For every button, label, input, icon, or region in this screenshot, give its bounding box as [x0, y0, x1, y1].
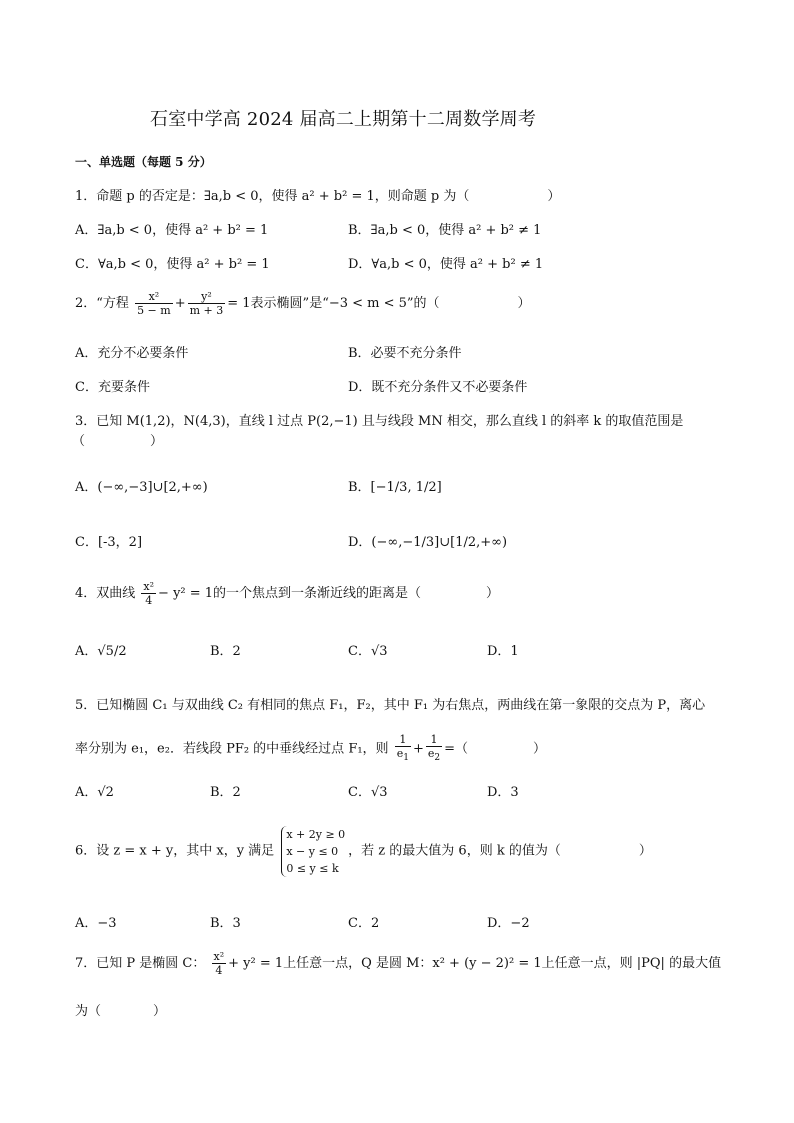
question-3-option-d: D．(−∞,−1/3]∪[1/2,+∞) — [348, 535, 508, 550]
question-5-stem-line-2: 率分别为 e₁，e₂．若线段 PF₂ 的中垂线经过点 F₁，则 $\frac{1}{e_1}$ + $\frac{1}{e_2}$ =（ ） — [75, 733, 547, 764]
fraction-denominator: 4 — [215, 964, 223, 977]
question-6-option-c: C．2 — [348, 916, 380, 931]
question-6-stem-after: ，若 z 的最大值为 6，则 k 的值为（ ） — [348, 843, 652, 859]
question-4-option-a: A．√5/2 — [75, 644, 127, 659]
question-1-option-c: C．∀a,b < 0，使得 a² + b² = 1 — [75, 257, 270, 272]
question-3-option-b: B．[−1/3, 1/2] — [348, 480, 442, 495]
fraction-numerator: x² — [213, 950, 225, 963]
fraction-numerator: x² — [143, 580, 155, 593]
question-5-option-d: D．3 — [487, 785, 519, 800]
system-line-1: x + 2y ≥ 0 — [286, 828, 346, 841]
fraction-denominator: 5 − m — [137, 304, 171, 317]
question-5-option-c: C．√3 — [348, 785, 388, 800]
question-7-fraction — [212, 950, 227, 977]
question-6-system — [281, 826, 345, 877]
question-6-option-a: A．−3 — [75, 916, 117, 931]
question-4-option-c: C．√3 — [348, 644, 388, 659]
question-6-stem-before: 6．设 z = x + y，其中 x，y 满足 — [75, 843, 275, 859]
question-5-fraction-2: $\frac{1}{e_2}$ — [427, 733, 441, 764]
question-2-option-b: B．必要不充分条件 — [348, 346, 462, 361]
fraction-denominator: m + 3 — [189, 304, 224, 317]
question-1-stem: 1．命题 p 的否定是：∃a,b < 0，使得 a² + b² = 1，则命题 p 为（ ） — [75, 189, 561, 204]
question-5-stem-line-2-before: 率分别为 e₁，e₂．若线段 PF₂ 的中垂线经过点 F₁，则 — [75, 741, 389, 757]
fraction-numerator: y² — [188, 290, 226, 304]
question-2-stem-before: 2．“方程 — [75, 296, 129, 311]
page-title: 石室中学高 2024 届高二上期第十二周数学周考 — [150, 109, 537, 130]
question-2-option-c: C．充要条件 — [75, 380, 150, 395]
fraction-numerator: x² — [135, 290, 173, 304]
question-7-stem-before: 7．已知 P 是椭圆 C： — [75, 956, 206, 971]
section-heading: 一、单选题（每题 5 分） — [75, 155, 212, 169]
question-5-option-a: A．√2 — [75, 785, 114, 800]
question-2-fraction-2 — [188, 290, 226, 317]
question-7-stem-line-2: 为（ ） — [75, 1004, 167, 1019]
question-4-option-b: B．2 — [210, 644, 241, 659]
question-1-option-d: D．∀a,b < 0，使得 a² + b² ≠ 1 — [348, 257, 544, 272]
system-line-3: 0 ≤ y ≤ k — [286, 862, 339, 875]
question-6-option-d: D．−2 — [487, 916, 530, 931]
question-1-option-b: B．∃a,b < 0，使得 a² + b² ≠ 1 — [348, 223, 542, 238]
question-2-fraction-1 — [135, 290, 173, 317]
question-4-option-d: D．1 — [487, 644, 519, 659]
question-4-fraction — [141, 580, 156, 607]
question-3-stem-line-1: 3．已知 M(1,2)，N(4,3)，直线 l 过点 P(2,−1) 且与线段 MN 相交，那么直线 l 的斜率 k 的取值范围是 — [75, 414, 684, 429]
question-2-option-a: A．充分不必要条件 — [75, 346, 189, 361]
question-6-stem — [75, 826, 652, 877]
question-3-option-a: A．(−∞,−3]∪[2,+∞) — [75, 480, 208, 495]
question-4-stem — [75, 580, 499, 607]
question-3-stem-line-2: （ ） — [72, 434, 164, 449]
question-3-option-c: C．[-3，2] — [75, 535, 143, 550]
question-5-option-b: B．2 — [210, 785, 241, 800]
question-4-stem-after: − y² = 1的一个焦点到一条渐近线的距离是（ ） — [158, 586, 500, 601]
question-4-stem-before: 4．双曲线 — [75, 586, 136, 601]
question-7-stem-after: + y² = 1上任意一点，Q 是圆 M：x² + (y − 2)² = 1上任意一点，则 |PQ| 的最大值 — [228, 956, 722, 971]
question-5-fraction-1: $\frac{1}{e_1}$ — [396, 733, 409, 764]
question-7-stem — [75, 950, 721, 977]
question-6-option-b: B．3 — [210, 916, 241, 931]
fraction-denominator: 4 — [145, 594, 153, 607]
system-line-2: x − y ≤ 0 — [286, 845, 339, 858]
question-5-stem-line-1: 5．已知椭圆 C₁ 与双曲线 C₂ 有相同的焦点 F₁，F₂，其中 F₁ 为右焦点，两曲线在第一象限的交点为 P，离心 — [75, 698, 706, 713]
question-2-option-d: D．既不充分条件又不必要条件 — [348, 380, 528, 395]
question-2-stem-after: = 1表示椭圆”是“−3 < m < 5”的（ ） — [227, 296, 531, 311]
question-5-stem-line-2-after: =（ ） — [444, 741, 547, 757]
question-1-option-a: A．∃a,b < 0，使得 a² + b² = 1 — [75, 223, 269, 238]
question-2-stem: 2．“方程 $\frac{\text{x²}}{5 - m}$ + $\frac{\text{y²}}{m + 3}$ = 1表示椭圆”是“−3 < m < 5”的（ ） — [75, 290, 531, 317]
